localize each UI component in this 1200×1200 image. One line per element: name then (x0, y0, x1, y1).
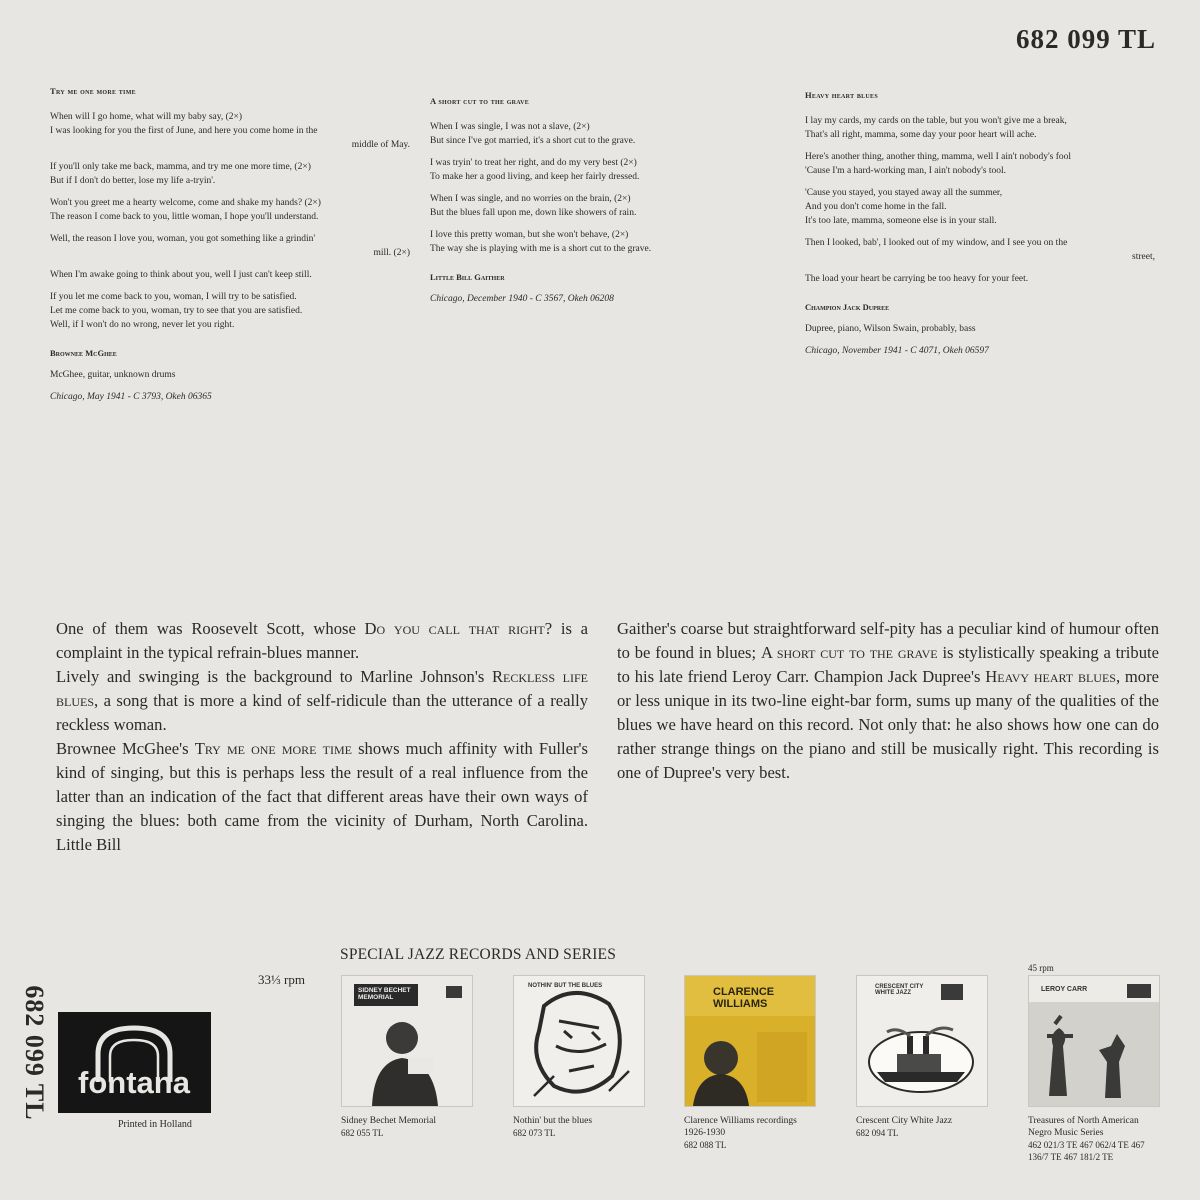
lyric-line: Then I looked, bab', I looked out of my window, and I see you on the (805, 238, 1068, 248)
record-catalog: 462 021/3 TE 467 062/4 TE 467 136/7 TE 467 181/2 TE (1028, 1140, 1145, 1162)
lyric-line: mill. (2×) (373, 248, 410, 258)
recording-info: Chicago, December 1940 - C 3567, Okeh 06208 (430, 294, 614, 304)
record-catalog: 682 055 TL (341, 1128, 384, 1138)
stanza (805, 150, 1155, 178)
lyric-line: When I was single, and no worries on the brain, (2×) (430, 194, 631, 204)
lyric-line: Let me come back to you, woman, try to see that you are satisfied. (50, 306, 303, 316)
performer: Brownee McGhee (50, 348, 117, 358)
lyric-line: To make her a good living, and keep her fairly dressed. (430, 172, 640, 182)
record-treasures-of-north-american-negro-music[interactable] (1028, 975, 1158, 1163)
rpm-label-33: 33⅓ rpm (258, 972, 305, 987)
stanza (50, 232, 410, 260)
record-title: Sidney Bechet Memorial (341, 1116, 436, 1126)
lyric-line: Won't you greet me a hearty welcome, come and shake my hands? (2×) (50, 198, 321, 208)
paragraph (617, 617, 1159, 785)
song-title: A short cut to the grave (430, 96, 530, 106)
stanza (805, 114, 1155, 142)
record-title: Clarence Williams recordings 1926-1930 (684, 1116, 797, 1138)
text: shows much affinity with Fuller's kind of singing, but this is perhaps less the result of a real influence from the latter than an indication of the fact that different areas have their own ways of singing the blues: both came from the vicinity of Durham, North Carolina. Little Bill (56, 739, 588, 854)
catalog-number-text: 682 099 TL (20, 985, 49, 1121)
liner-notes-left (56, 617, 588, 857)
catalog-number-vertical (14, 978, 54, 1128)
lyric-line: The reason I come back to you, little woman, I hope you'll understand. (50, 212, 319, 222)
lyric-line: If you'll only take me back, mamma, and try me one more time, (2×) (50, 162, 311, 172)
fontana-logo (58, 1012, 211, 1113)
text: Brownee McGhee's (56, 739, 195, 758)
stanza (430, 120, 700, 148)
lyric-line: I was tryin' to treat her right, and do my very best (2×) (430, 158, 637, 168)
cover-caption: CRESCENT CITY WHITE JAZZ (875, 984, 924, 996)
lyric-line: The way she is playing with me is a short cut to the grave. (430, 244, 652, 254)
song-reference: A short cut to the grave (760, 643, 938, 662)
lyric-line: middle of May. (351, 140, 410, 150)
song-reference: Reckless life blues (56, 667, 588, 710)
lyric-line: When I was single, I was not a slave, (2×) (430, 122, 590, 132)
lyric-line: Well, if I won't do no wrong, never let you right. (50, 320, 235, 330)
song-title: Try me one more time (50, 86, 136, 96)
album-cover (513, 975, 645, 1107)
stanza (50, 290, 410, 332)
album-cover (684, 975, 816, 1107)
album-cover (1028, 975, 1160, 1107)
rpm-label-45: 45 rpm (1028, 963, 1054, 973)
paragraph (56, 737, 588, 857)
text: Gaither's coarse but straightforward self-pity has a peculiar kind of humour often to be found in blues; (617, 619, 1159, 662)
stanza (805, 272, 1155, 286)
record-catalog: 682 073 TL (513, 1128, 556, 1138)
lyric-line: But if I don't do better, lose my life a-tryin'. (50, 176, 216, 186)
lyric-line: I love this pretty woman, but she won't behave, (2×) (430, 230, 629, 240)
text: is stylistically speaking a tribute to his late friend Leroy Carr. Champion Jack Dupree's (617, 643, 1159, 686)
series-heading: SPECIAL JAZZ RECORDS AND SERIES (340, 946, 617, 963)
text: Lively and swinging is the background to Marline Johnson's (56, 667, 492, 686)
liner-notes-right (617, 617, 1159, 785)
lyrics-try-me-one-more-time (50, 84, 410, 404)
personnel: Dupree, piano, Wilson Swain, probably, bass (805, 324, 976, 334)
record-title: Nothin' but the blues (513, 1116, 593, 1126)
paragraph (56, 617, 588, 665)
cover-caption: LEROY CARR (1041, 986, 1088, 993)
record-catalog: 682 094 TL (856, 1128, 899, 1138)
cover-caption: NOTHIN' BUT THE BLUES (528, 983, 603, 989)
lyric-line: 'Cause you stayed, you stayed away all the summer, (805, 188, 1003, 198)
text: , more or less unique in its two-line eight-bar form, sums up many of the qualities of the blues we have heard on this record. Not only that: he also shows how one can do rather strange things on the piano and still be musically right. This recording is one of Dupree's very best. (617, 667, 1159, 782)
abstract-drawing-icon (514, 976, 644, 1106)
album-cover (341, 975, 473, 1107)
lyric-line: But the blues fall upon me, down like showers of rain. (430, 208, 637, 218)
lyric-line: And you don't come home in the fall. (805, 202, 947, 212)
text: is a complaint in the typical refrain-blues manner. (56, 619, 588, 662)
lyrics-heavy-heart-blues (805, 88, 1155, 358)
tribal-figure-icon (1029, 976, 1159, 1106)
stanza (50, 160, 410, 188)
record-clarence-williams[interactable] (684, 975, 814, 1151)
stanza (50, 196, 410, 224)
text: , a song that is more a kind of self-ridicule than the utterance of a really reckless woman. (56, 691, 588, 734)
lyric-line: But since I've got married, it's a short cut to the grave. (430, 136, 636, 146)
stanza (430, 156, 700, 184)
lyric-line: When will I go home, what will my baby say, (2×) (50, 112, 243, 122)
album-cover (856, 975, 988, 1107)
record-nothin-but-the-blues[interactable] (513, 975, 643, 1139)
lyric-line: street, (1132, 252, 1155, 262)
lyric-line: I was looking for you the first of June, and here you come home in the (50, 126, 318, 136)
lyrics-a-short-cut-to-the-grave (430, 94, 700, 306)
stanza (805, 236, 1155, 264)
record-catalog: 682 088 TL (684, 1140, 727, 1150)
stanza (430, 192, 700, 220)
lyric-line: Here's another thing, another thing, mamma, well I ain't nobody's fool (805, 152, 1072, 162)
fontana-logo-graphic (58, 1012, 211, 1113)
stanza (50, 268, 410, 282)
lyric-line: I lay my cards, my cards on the table, but you won't give me a break, (805, 116, 1067, 126)
cover-caption: CLARENCE WILLIAMS (713, 986, 775, 1010)
printed-in-holland: Printed in Holland (118, 1119, 192, 1130)
song-title: Heavy heart blues (805, 90, 878, 100)
lyric-line: The load your heart be carrying be too heavy for your feet. (805, 274, 1029, 284)
cover-caption: SIDNEY BECHET MEMORIAL (358, 987, 411, 1001)
stanza (50, 110, 410, 152)
text: One of them was Roosevelt Scott, whose (56, 619, 365, 638)
lyric-line: Well, the reason I love you, woman, you got something like a grindin' (50, 234, 316, 244)
recording-info: Chicago, November 1941 - C 4071, Okeh 06597 (805, 346, 989, 356)
stanza (430, 228, 700, 256)
lyric-line: If you let me come back to you, woman, I will try to be satisfied. (50, 292, 297, 302)
song-reference: Do you call that right? (364, 619, 553, 638)
performer: Champion Jack Dupree (805, 302, 890, 312)
song-reference: Heavy heart blues (985, 667, 1116, 686)
record-crescent-city-white-jazz[interactable] (856, 975, 986, 1139)
fontana-wordmark: fontana (78, 1065, 190, 1100)
personnel: McGhee, guitar, unknown drums (50, 370, 176, 380)
record-title: Treasures of North American Negro Music Series (1028, 1116, 1139, 1138)
recording-info: Chicago, May 1941 - C 3793, Okeh 06365 (50, 392, 212, 402)
lyric-line: That's all right, mamma, some day your poor heart will ache. (805, 130, 1037, 140)
paragraph (56, 665, 588, 737)
catalog-number: 682 099 TL (1015, 24, 1156, 54)
lyric-line: 'Cause I'm a hard-working man, I ain't nobody's tool. (805, 166, 1007, 176)
record-title: Crescent City White Jazz (856, 1116, 953, 1126)
record-sidney-bechet-memorial[interactable] (341, 975, 471, 1139)
performer: Little Bill Gaither (430, 272, 505, 282)
song-reference: Try me one more time (194, 739, 352, 758)
lyric-line: When I'm awake going to think about you, well I just can't keep still. (50, 270, 312, 280)
lyric-line: It's too late, mamma, someone else is in your stall. (805, 216, 997, 226)
stanza (805, 186, 1155, 228)
